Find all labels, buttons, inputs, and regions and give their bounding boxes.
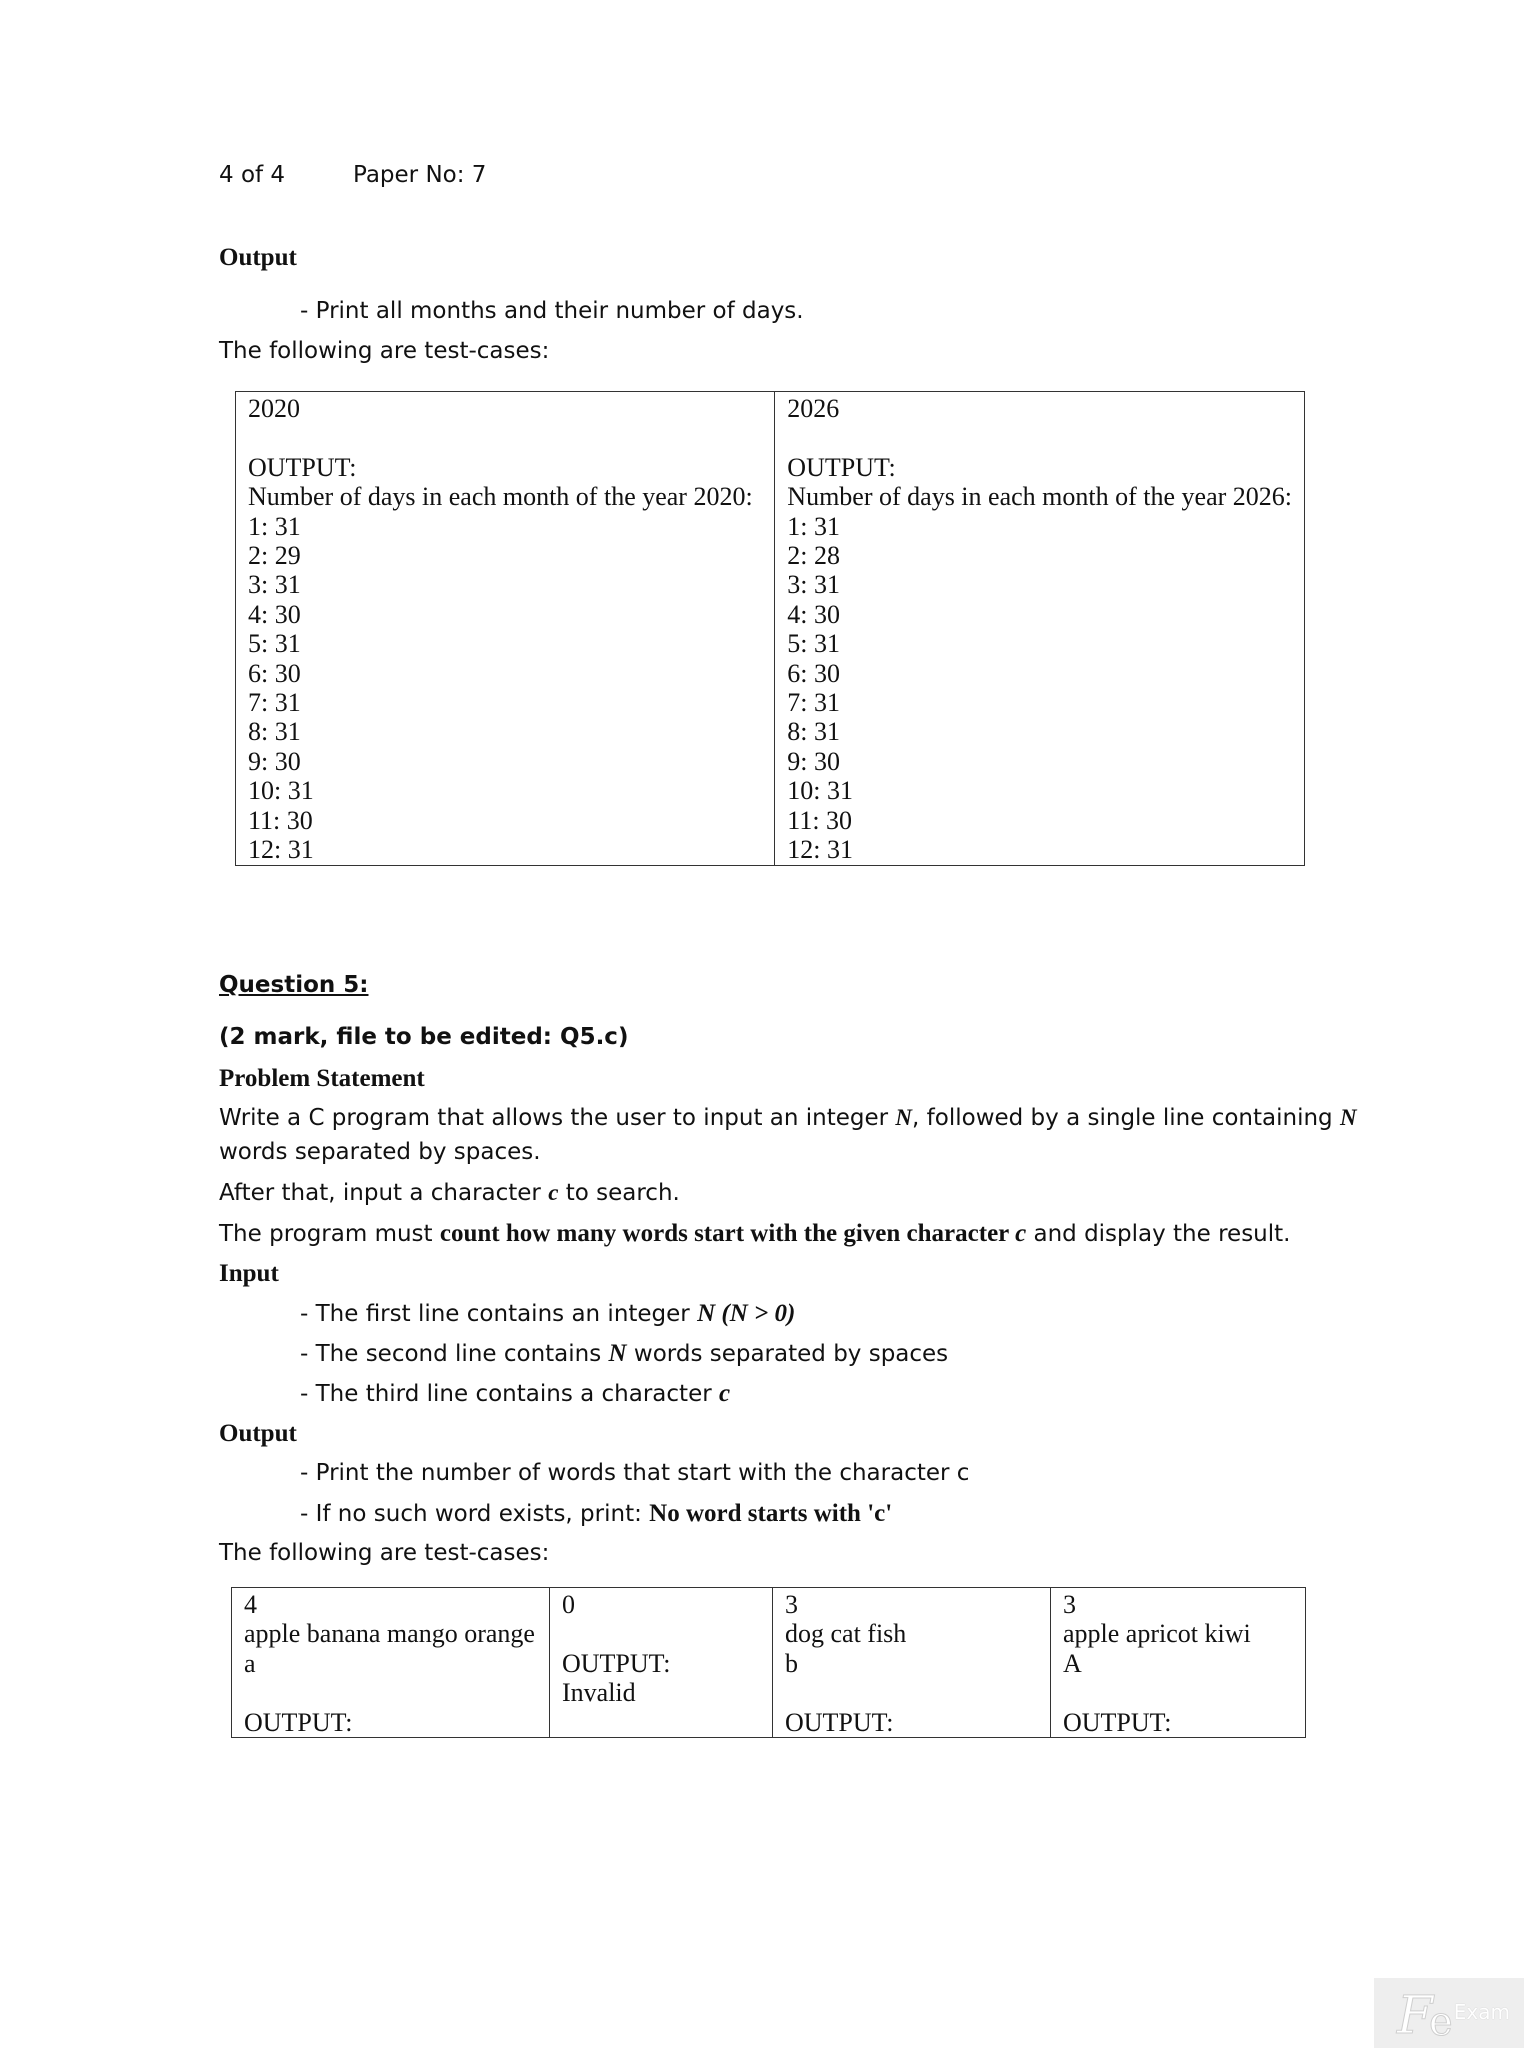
statement-line-3: The program must count how many words start with the given character c and display the result. xyxy=(219,1220,1291,1247)
page-number: 4 of 4 xyxy=(219,162,286,188)
testcase-cell: 0 OUTPUT: Invalid xyxy=(550,1588,773,1738)
input-line-3: - The third line contains a character c xyxy=(300,1380,731,1407)
input-line-2: - The second line contains N words separated by spaces xyxy=(300,1340,949,1367)
testcase-cell: 3 dog cat fish b OUTPUT: xyxy=(773,1588,1051,1738)
statement-line-1-cont: words separated by spaces. xyxy=(219,1139,541,1165)
output-line-1: - Print the number of words that start with the character c xyxy=(300,1460,970,1486)
problem-heading: Problem Statement xyxy=(219,1065,425,1092)
output-heading: Output xyxy=(219,244,297,271)
table-row xyxy=(232,1588,1306,1738)
testcase-cell: 2020 OUTPUT: Number of days in each month of the year 2020: 1: 31 2: 29 3: 31 4: 30 5: 31 6: 30 7: 31 8: 31 9: 30 10: 31 11: 30 12: 31 xyxy=(236,392,775,866)
q5-output-heading: Output xyxy=(219,1420,297,1447)
svg-text:e: e xyxy=(1429,1999,1453,2043)
watermark-text: Exam xyxy=(1453,2000,1510,2024)
question-title: Question 5: xyxy=(219,972,369,998)
testcase-cell: 3 apple apricot kiwi A OUTPUT: xyxy=(1051,1588,1306,1738)
paper-number: Paper No: 7 xyxy=(353,162,487,188)
input-line-1: - The first line contains an integer N (N > 0) xyxy=(300,1300,796,1327)
input-heading: Input xyxy=(219,1260,279,1287)
watermark-logo xyxy=(1374,1978,1524,2048)
q5-testcases-intro: The following are test-cases: xyxy=(219,1540,550,1566)
q4-testcase-table xyxy=(235,391,1305,866)
q5-testcase-table xyxy=(231,1587,1306,1738)
statement-line-2: After that, input a character c to search. xyxy=(219,1180,680,1206)
statement-line-1: Write a C program that allows the user to input an integer N, followed by a single line containing N xyxy=(219,1105,1357,1131)
table-row xyxy=(236,392,1305,866)
question-marks: (2 mark, file to be edited: Q5.c) xyxy=(219,1024,629,1050)
svg-text:F: F xyxy=(1397,1986,1434,2043)
output-bullet: - Print all months and their number of days. xyxy=(300,298,804,324)
testcase-cell: 2026 OUTPUT: Number of days in each month of the year 2026: 1: 31 2: 28 3: 31 4: 30 5: 31 6: 30 7: 31 8: 31 9: 30 10: 31 11: 30 12: 31 xyxy=(775,392,1305,866)
output-line-2: - If no such word exists, print: No word starts with 'c' xyxy=(300,1500,893,1527)
testcases-intro: The following are test-cases: xyxy=(219,338,550,364)
testcase-cell: 4 apple banana mango orange a OUTPUT: xyxy=(232,1588,550,1738)
